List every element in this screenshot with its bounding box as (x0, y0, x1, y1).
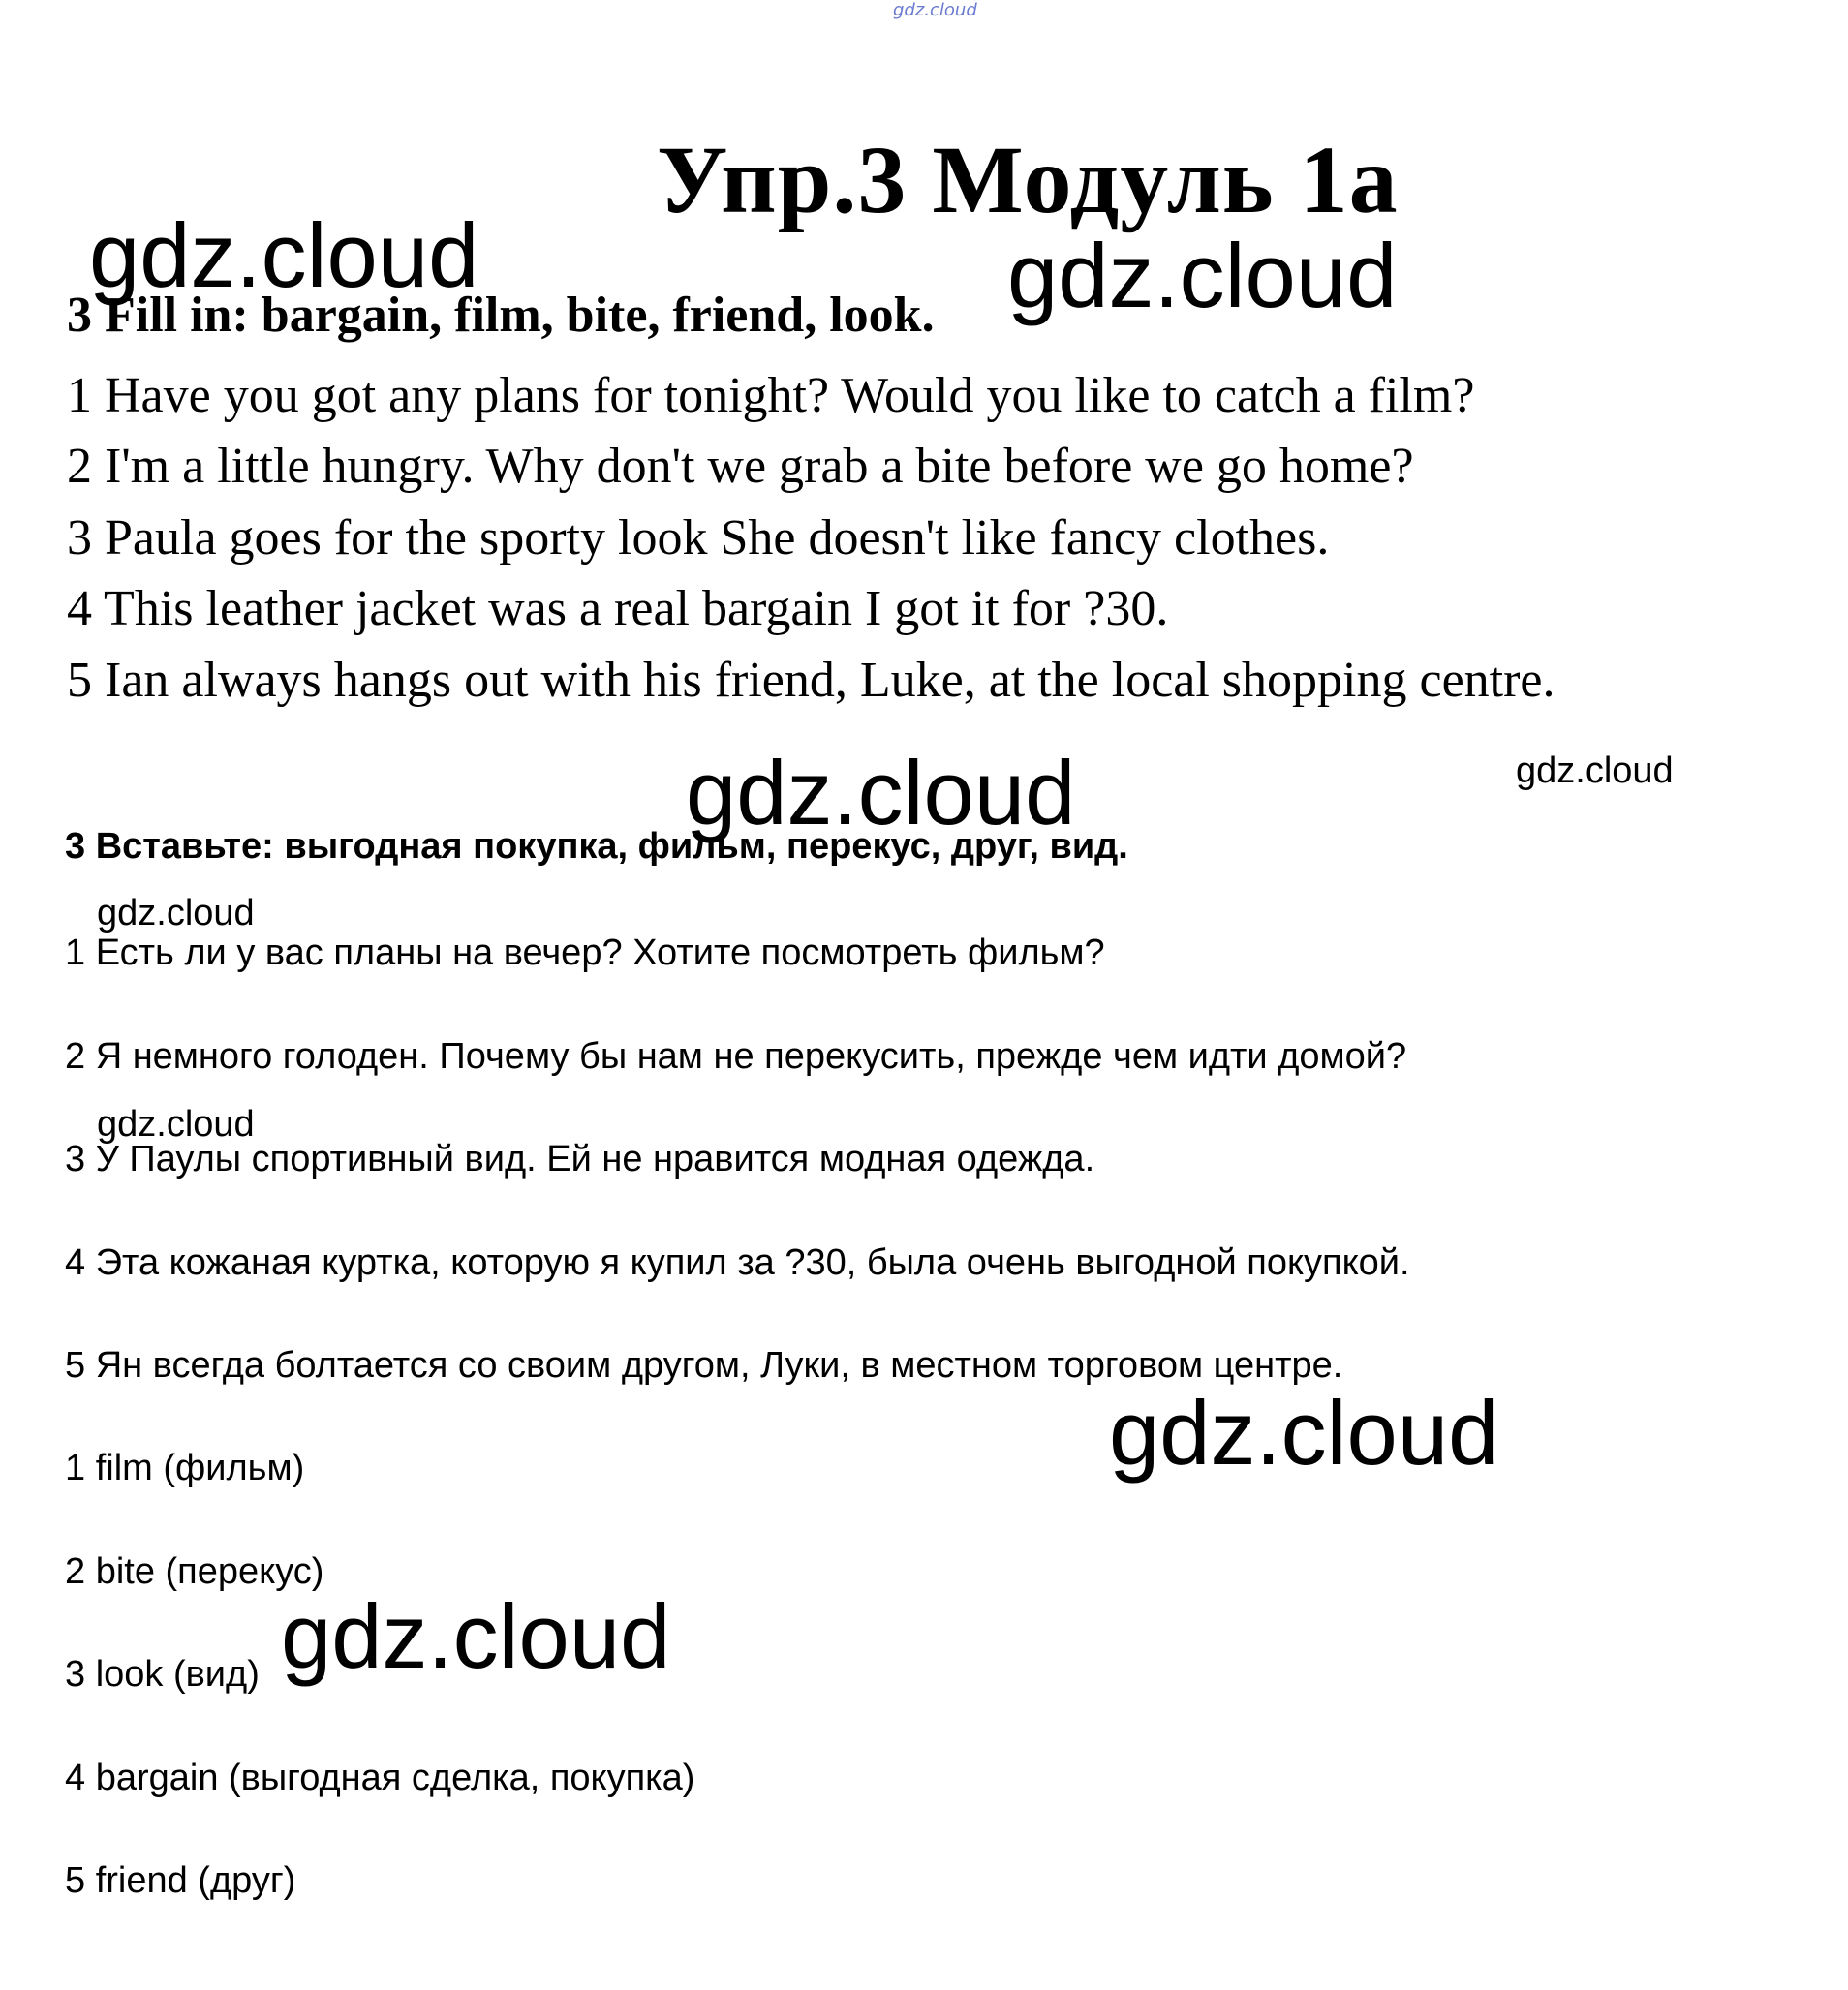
russian-sentence-1: 1 Есть ли у вас планы на вечер? Хотите посмотреть фильм? (65, 933, 1105, 973)
english-sentence-2: 2 I'm a little hungry. Why don't we grab a bite before we go home? (67, 439, 1414, 494)
watermark-large: gdz.cloud (1007, 225, 1398, 326)
watermark-small: gdz.cloud (1516, 750, 1674, 791)
watermark-small: gdz.cloud (97, 893, 255, 934)
russian-task-heading: 3 Вставьте: выгодная покупка, фильм, перекус, друг, вид. (65, 826, 1128, 867)
russian-sentence-2: 2 Я немного голоден. Почему бы нам не перекусить, прежде чем идти домой? (65, 1036, 1407, 1077)
english-sentence-3: 3 Paula goes for the sporty look She doesn't like fancy clothes. (67, 510, 1330, 566)
answer-5: 5 friend (друг) (65, 1860, 296, 1901)
russian-sentence-4: 4 Эта кожаная куртка, которую я купил за ?30, была очень выгодной покупкой. (65, 1242, 1410, 1283)
watermark-large: gdz.cloud (1109, 1382, 1499, 1484)
watermark-small: gdz.cloud (97, 1104, 255, 1145)
english-sentence-1: 1 Have you got any plans for tonight? Would you like to catch a film? (67, 368, 1475, 423)
answer-3: 3 look (вид) (65, 1654, 260, 1695)
top-watermark: gdz.cloud (893, 0, 977, 20)
answer-1: 1 film (фильм) (65, 1448, 305, 1488)
russian-sentence-5: 5 Ян всегда болтается со своим другом, Луки, в местном торговом центре. (65, 1345, 1343, 1386)
watermark-large: gdz.cloud (686, 742, 1076, 843)
english-sentence-5: 5 Ian always hangs out with his friend, Luke, at the local shopping centre. (67, 653, 1555, 708)
english-task-heading: 3 Fill in: bargain, film, bite, friend, look. (67, 288, 935, 343)
watermark-large: gdz.cloud (281, 1585, 671, 1687)
answer-2: 2 bite (перекус) (65, 1551, 324, 1592)
watermark-large: gdz.cloud (89, 204, 479, 306)
russian-sentence-3: 3 У Паулы спортивный вид. Ей не нравится модная одежда. (65, 1139, 1095, 1179)
answer-4: 4 bargain (выгодная сделка, покупка) (65, 1758, 695, 1798)
page-title: Упр.3 Модуль 1а (657, 126, 1399, 233)
english-sentence-4: 4 This leather jacket was a real bargain I got it for ?30. (67, 581, 1169, 636)
